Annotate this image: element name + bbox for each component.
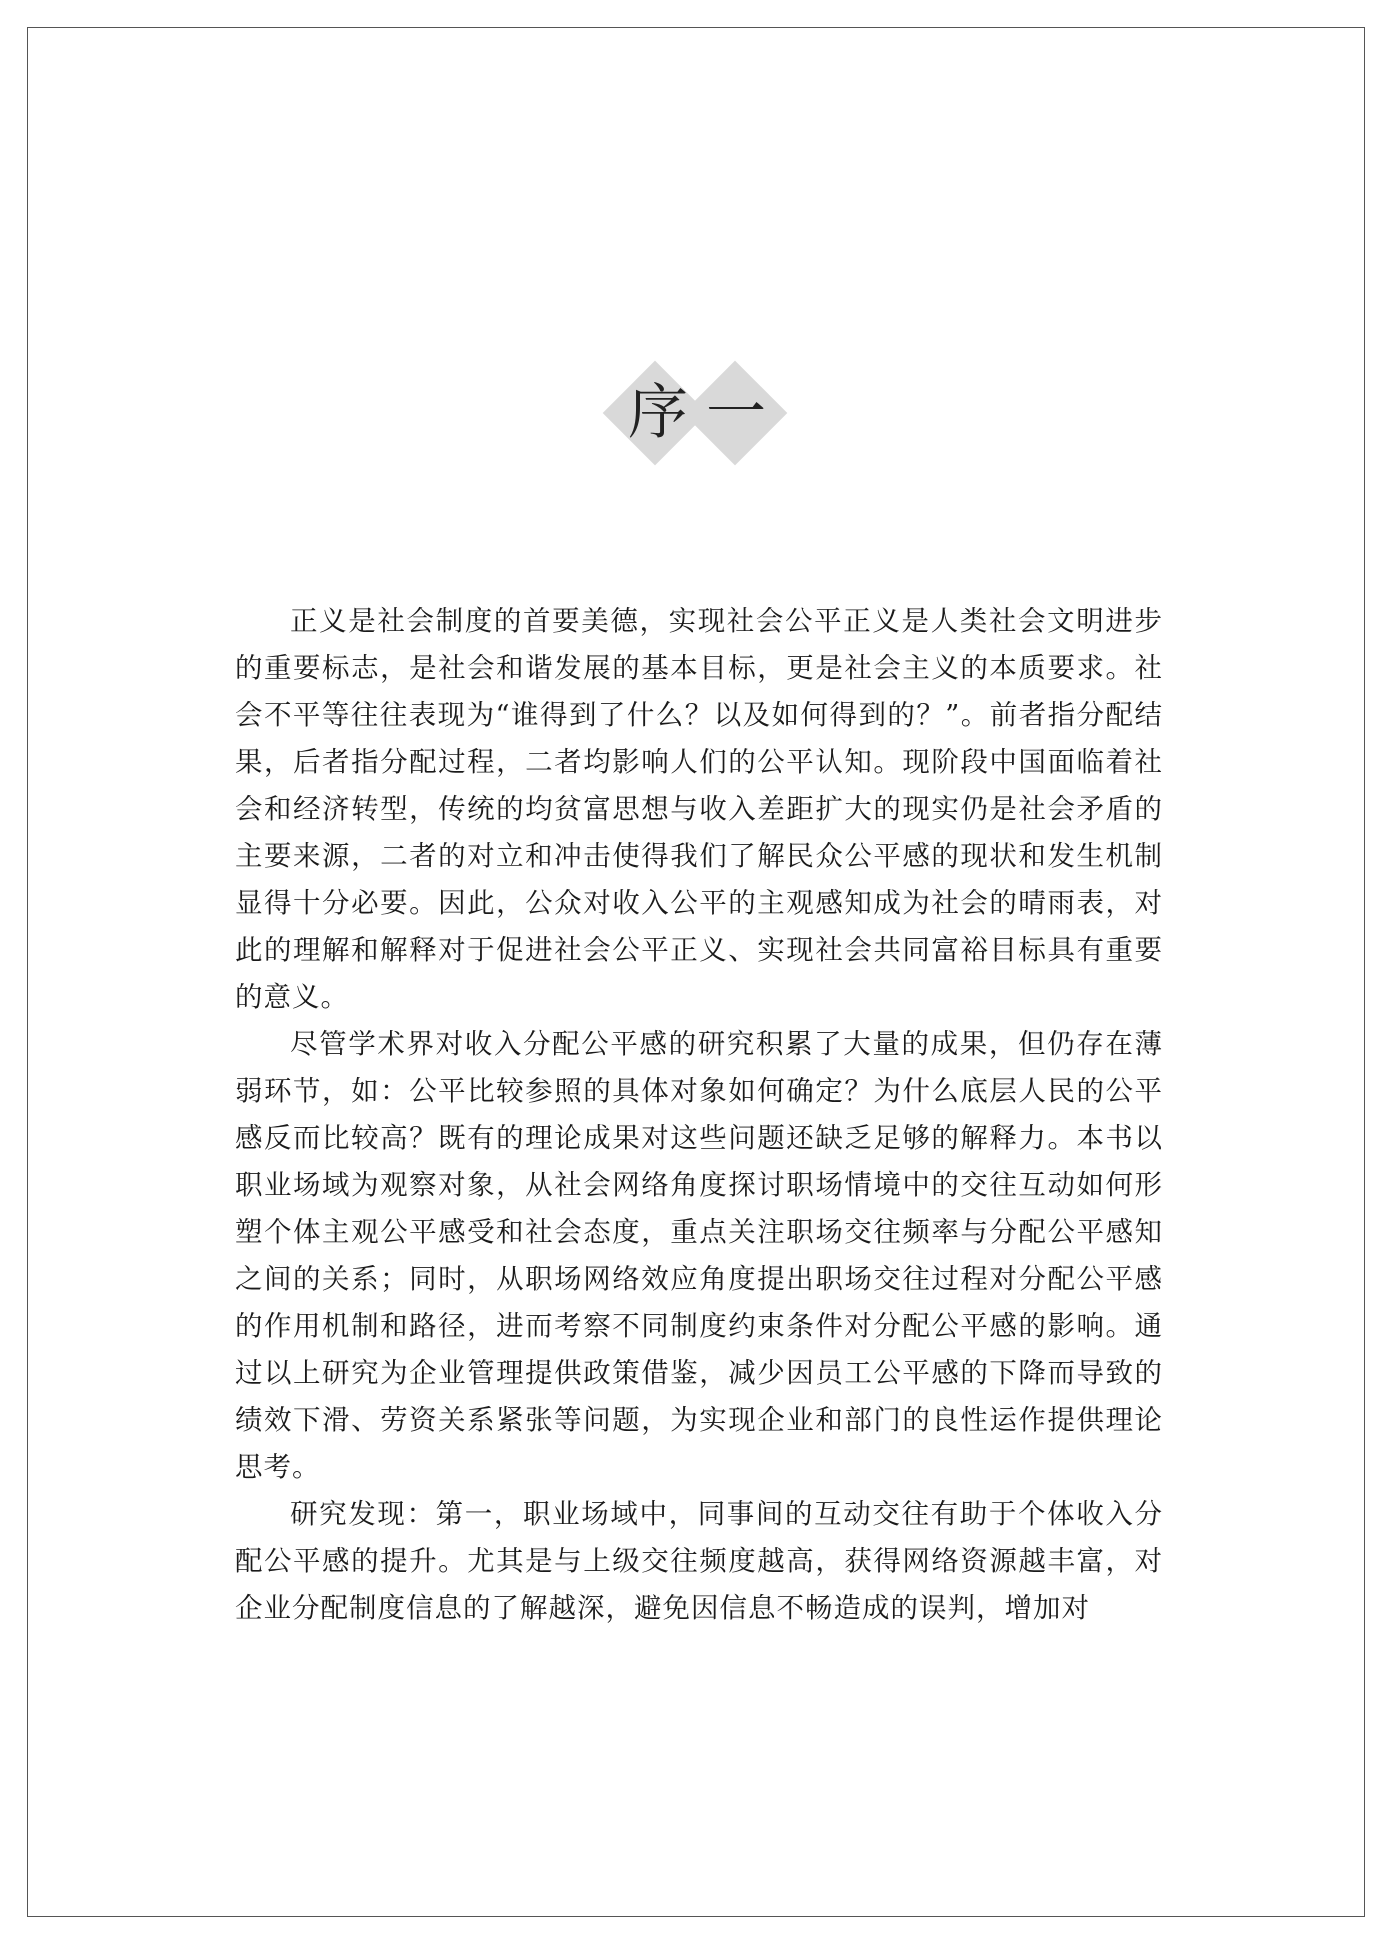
paragraph-2: 尽管学术界对收入分配公平感的研究积累了大量的成果，但仍存在薄弱环节，如：公平比较参照的具体对象如何确定？为什么底层人民的公平感反而比较高？既有的理论成果对这些问题还缺乏足够的解释力。本书以职业场域为观察对象，从社会网络角度探讨职场情境中的交往互动如何形塑个体主观公平感受和社会态度，重点关注职场交往频率与分配公平感知之间的关系；同时，从职场网络效应角度提出职场交往过程对分配公平感的作用机制和路径，进而考察不同制度约束条件对分配公平感的影响。通过以上研究为企业管理提供政策借鉴，减少因员工公平感的下降而导致的绩效下滑、劳资关系紧张等问题，为实现企业和部门的良性运作提供理论思考。: [235, 1028, 1163, 1483]
chapter-title: [600, 358, 790, 468]
paragraph-1: 正义是社会制度的首要美德，实现社会公平正义是人类社会文明进步的重要标志，是社会和谐发展的基本目标，更是社会主义的本质要求。社会不平等往往表现为“谁得到了什么？以及如何得到的？”。前者指分配结果，后者指分配过程，二者均影响人们的公平认知。现阶段中国面临着社会和经济转型，传统的均贫富思想与收入差距扩大的现实仍是社会矛盾的主要来源，二者的对立和冲击使得我们了解民众公平感的现状和发生机制显得十分必要。因此，公众对收入公平的主观感知成为社会的晴雨表，对此的理解和解释对于促进社会公平正义、实现社会共同富裕目标具有重要的意义。: [235, 605, 1163, 1013]
title-char-2: 一: [706, 378, 766, 448]
title-char-1: 序: [628, 378, 688, 448]
body-text: [235, 598, 1163, 1632]
paragraph-3: 研究发现：第一，职业场域中，同事间的互动交往有助于个体收入分配公平感的提升。尤其是与上级交往频度越高，获得网络资源越丰富，对企业分配制度信息的了解越深，避免因信息不畅造成的误判，增加对: [235, 1498, 1163, 1624]
